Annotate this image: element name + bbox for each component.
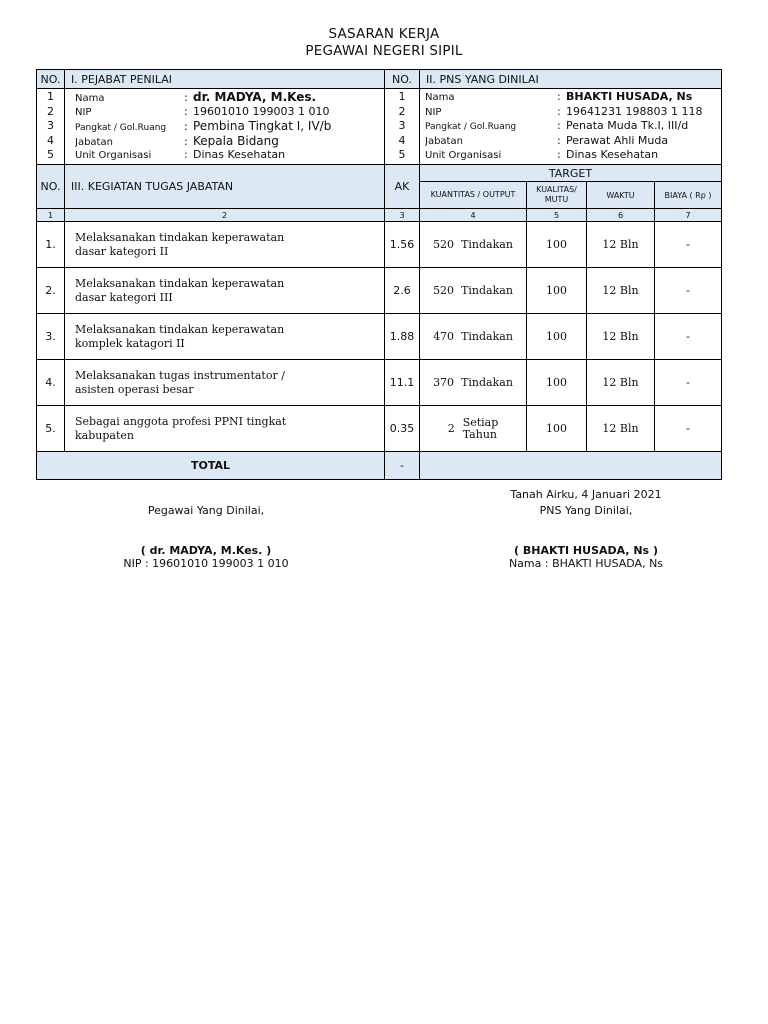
kegiatan-header-no: NO. — [37, 165, 65, 209]
identity-row — [37, 89, 722, 165]
dinilai-nip: NIP : 19641231 198803 1 118 — [425, 104, 703, 118]
activity-ak: 11.1 — [385, 360, 420, 406]
right-signature-role: PNS Yang Dinilai, — [539, 504, 633, 517]
right-signatory-name: ( BHAKTI HUSADA, Ns ) — [514, 544, 658, 557]
sasaran-kerja-table — [36, 69, 722, 480]
header-pns-dinilai: II. PNS YANG DINILAI — [420, 70, 722, 89]
table-row — [37, 314, 722, 360]
activity-kuantitas: 2 Setiap Tahun — [420, 406, 527, 452]
activity-description: Melaksanakan tindakan keperawatan komplek katagori II — [65, 314, 385, 360]
dinilai-unit: Unit Organisasi : Dinas Kesehatan — [425, 148, 659, 162]
activity-mutu: 100 — [527, 268, 587, 314]
activity-no: 1. — [37, 222, 65, 268]
col-number: 2 — [65, 209, 385, 222]
activity-waktu: 12 Bln — [587, 360, 655, 406]
activity-ak: 1.88 — [385, 314, 420, 360]
activity-no: 4. — [37, 360, 65, 406]
penilai-nama: Nama : dr. MADYA, M.Kes. — [75, 90, 317, 105]
kuantitas-header: KUANTITAS / OUTPUT — [420, 182, 527, 209]
document-title-line1: SASARAN KERJA — [328, 26, 440, 42]
activity-kuantitas: 520 Tindakan — [420, 268, 527, 314]
activity-mutu: 100 — [527, 222, 587, 268]
left-signatory-nip: NIP : 19601010 199003 1 010 — [123, 557, 289, 570]
penilai-jabatan: Jabatan : Kepala Bidang — [75, 133, 279, 148]
table-row — [37, 268, 722, 314]
activity-description: Melaksanakan tugas instrumentator / asisten operasi besar — [65, 360, 385, 406]
penilai-row-numbers: 1 2 3 4 5 — [37, 89, 65, 165]
activity-ak: 0.35 — [385, 406, 420, 452]
activity-ak: 1.56 — [385, 222, 420, 268]
penilai-nip: NIP : 19601010 199003 1 010 — [75, 104, 330, 118]
right-signatory-nama: Nama : BHAKTI HUSADA, Ns — [508, 557, 664, 570]
kualitas-header: KUALITAS/ MUTU — [527, 182, 587, 209]
header-no-left: NO. — [37, 70, 65, 89]
left-signature-role: Pegawai Yang Dinilai, — [147, 504, 265, 517]
kegiatan-header-ak: AK — [385, 165, 420, 209]
total-target-empty — [420, 452, 722, 480]
activity-no: 5. — [37, 406, 65, 452]
activity-description: Melaksanakan tindakan keperawatan dasar kategori II — [65, 222, 385, 268]
activity-biaya: - — [655, 314, 722, 360]
waktu-header: WAKTU — [587, 182, 655, 209]
activity-no: 3. — [37, 314, 65, 360]
activity-waktu: 12 Bln — [587, 268, 655, 314]
activity-waktu: 12 Bln — [587, 222, 655, 268]
col-number: 7 — [655, 209, 722, 222]
dinilai-nama: Nama : BHAKTI HUSADA, Ns — [425, 90, 693, 104]
dinilai-jabatan: Jabatan : Perawat Ahli Muda — [425, 133, 669, 147]
col-number: 6 — [587, 209, 655, 222]
table-row — [37, 406, 722, 452]
table-row — [37, 222, 722, 268]
activity-no: 2. — [37, 268, 65, 314]
col-number: 5 — [527, 209, 587, 222]
activity-kuantitas: 470 Tindakan — [420, 314, 527, 360]
activity-biaya: - — [655, 268, 722, 314]
place-date: Tanah Airku, 4 Januari 2021 — [510, 488, 662, 501]
activity-mutu: 100 — [527, 360, 587, 406]
kegiatan-header-row — [37, 165, 722, 182]
activity-biaya: - — [655, 360, 722, 406]
dinilai-identity — [420, 89, 722, 165]
dinilai-pangkat: Pangkat / Gol.Ruang : Penata Muda Tk.I, III/d — [425, 119, 689, 133]
target-header: TARGET — [420, 165, 722, 182]
total-row — [37, 452, 722, 480]
header-pejabat-penilai: I. PEJABAT PENILAI — [65, 70, 385, 89]
col-number: 4 — [420, 209, 527, 222]
col-number: 1 — [37, 209, 65, 222]
biaya-header: BIAYA ( Rp ) — [655, 182, 722, 209]
activity-mutu: 100 — [527, 406, 587, 452]
header-no-right: NO. — [385, 70, 420, 89]
activity-ak: 2.6 — [385, 268, 420, 314]
kegiatan-header-title: III. KEGIATAN TUGAS JABATAN — [65, 165, 385, 209]
penilai-pangkat: Pangkat / Gol.Ruang : Pembina Tingkat I, IV/b — [75, 119, 332, 134]
left-signatory-name: ( dr. MADYA, M.Kes. ) — [140, 544, 272, 557]
total-ak: - — [385, 452, 420, 480]
total-label: TOTAL — [37, 452, 385, 480]
activity-kuantitas: 520 Tindakan — [420, 222, 527, 268]
penilai-unit: Unit Organisasi : Dinas Kesehatan — [75, 148, 286, 162]
activity-description: Sebagai anggota profesi PPNI tingkat kabupaten — [65, 406, 385, 452]
document-title-line2: PEGAWAI NEGERI SIPIL — [305, 43, 463, 59]
dinilai-row-numbers: 1 2 3 4 5 — [385, 89, 420, 165]
table-row — [37, 360, 722, 406]
activity-biaya: - — [655, 222, 722, 268]
section-header-row — [37, 70, 722, 89]
activity-biaya: - — [655, 406, 722, 452]
penilai-identity — [65, 89, 385, 165]
activity-mutu: 100 — [527, 314, 587, 360]
column-number-row — [37, 209, 722, 222]
col-number: 3 — [385, 209, 420, 222]
activity-description: Melaksanakan tindakan keperawatan dasar kategori III — [65, 268, 385, 314]
activity-kuantitas: 370 Tindakan — [420, 360, 527, 406]
activity-waktu: 12 Bln — [587, 406, 655, 452]
activity-waktu: 12 Bln — [587, 314, 655, 360]
